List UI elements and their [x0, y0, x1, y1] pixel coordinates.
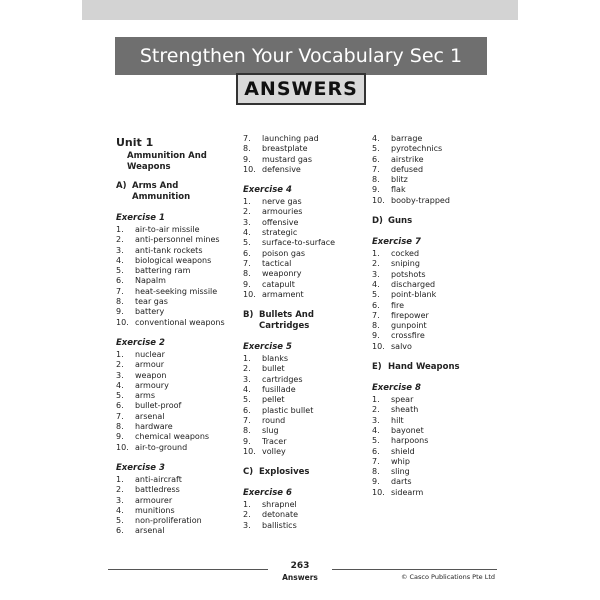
- answer-number: 2.: [116, 235, 124, 245]
- answer-item: [372, 155, 492, 165]
- answer-text: potshots: [391, 269, 426, 279]
- answer-number: 8.: [372, 175, 380, 185]
- answer-item: [372, 134, 492, 144]
- answer-item: [372, 144, 492, 154]
- answer-text: ballistics: [262, 520, 297, 530]
- section-label: Bullets And Cartridges: [259, 310, 314, 332]
- answer-number: 3.: [243, 217, 251, 227]
- answer-number: 8.: [116, 422, 124, 432]
- answer-text: flak: [391, 185, 406, 195]
- answer-text: volley: [262, 446, 286, 456]
- section-label: Arms And Ammunition: [132, 181, 191, 202]
- answer-number: 7.: [116, 286, 124, 296]
- answer-number: 4.: [116, 505, 124, 515]
- answer-item: [372, 249, 492, 259]
- answer-item: [243, 228, 363, 238]
- answer-item: [116, 412, 236, 422]
- answer-number: 10.: [243, 446, 256, 456]
- answer-item: [372, 301, 492, 311]
- section-label: Explosives: [259, 467, 310, 478]
- answer-item: [243, 238, 363, 248]
- answer-item: [243, 510, 363, 520]
- answer-item: [372, 259, 492, 269]
- answer-item: [372, 436, 492, 446]
- answer-number: 9.: [243, 436, 251, 446]
- answer-text: fusillade: [262, 385, 296, 395]
- answer-item: [243, 416, 363, 426]
- answer-number: 10.: [372, 195, 385, 205]
- answer-number: 1.: [372, 249, 380, 259]
- answer-text: launching pad: [262, 134, 319, 143]
- section-heading-b: [243, 310, 363, 332]
- answer-item: [243, 500, 363, 510]
- answer-text: heat-seeking missile: [135, 286, 218, 296]
- answer-text: blitz: [391, 175, 408, 185]
- answer-text: armament: [262, 289, 304, 299]
- answer-item: [372, 270, 492, 280]
- answer-item: [243, 144, 363, 154]
- answer-item: [116, 225, 236, 235]
- answer-item: [372, 416, 492, 426]
- answer-number: 9.: [372, 477, 380, 487]
- answer-text: non-proliferation: [135, 516, 202, 526]
- answer-number: 4.: [372, 425, 380, 435]
- answer-item: [116, 401, 236, 411]
- answer-number: 10.: [372, 341, 385, 351]
- answer-number: 8.: [243, 269, 251, 279]
- answer-number: 8.: [243, 426, 251, 436]
- answer-number: 5.: [116, 266, 124, 276]
- section-heading-e: [372, 362, 492, 373]
- answer-item: [116, 422, 236, 432]
- top-gray-strip: [82, 0, 518, 20]
- answer-text: firepower: [391, 310, 429, 320]
- answer-list: [243, 197, 363, 300]
- answer-item: [243, 521, 363, 531]
- answer-item: [116, 526, 236, 536]
- answer-number: 6.: [243, 405, 251, 415]
- answer-item: [372, 185, 492, 195]
- section-label: Guns: [388, 216, 413, 227]
- answer-text: arsenal: [135, 411, 165, 421]
- answer-item: [243, 290, 363, 300]
- answer-item: [116, 307, 236, 317]
- answer-number: 2.: [372, 405, 380, 415]
- answer-text: plastic bullet: [262, 405, 314, 415]
- answer-number: 6.: [372, 154, 380, 164]
- answer-item: [243, 385, 363, 395]
- answer-number: 7.: [243, 258, 251, 268]
- page-number: 263: [290, 561, 310, 571]
- answer-number: 1.: [243, 500, 251, 510]
- answer-text: harpoons: [391, 436, 429, 446]
- answer-number: 10.: [243, 164, 256, 174]
- answer-list: [116, 350, 236, 453]
- answer-list: [372, 395, 492, 498]
- exercise-title: Exercise 4: [243, 185, 292, 196]
- answer-text: bullet-proof: [135, 401, 182, 411]
- answer-text: sidearm: [391, 487, 424, 497]
- answer-item: [372, 321, 492, 331]
- answer-text: bullet: [262, 364, 285, 374]
- footer-rule-left: [108, 569, 268, 570]
- answer-number: 1.: [116, 225, 124, 234]
- column-1: [116, 136, 236, 537]
- answer-item: [243, 207, 363, 217]
- answer-item: [243, 447, 363, 457]
- section-letter: E): [372, 362, 382, 373]
- answer-item: [372, 488, 492, 498]
- answer-text: blanks: [262, 354, 289, 364]
- answer-text: booby-trapped: [391, 195, 450, 205]
- answer-item: [116, 246, 236, 256]
- answer-item: [243, 375, 363, 385]
- answer-text: barrage: [391, 134, 423, 143]
- answer-number: 6.: [243, 248, 251, 258]
- answer-number: 8.: [243, 144, 251, 154]
- answer-number: 9.: [116, 432, 124, 442]
- answer-item: [243, 218, 363, 228]
- answer-number: 4.: [116, 380, 124, 390]
- section-heading-c: [243, 467, 363, 478]
- answer-text: arms: [135, 391, 156, 401]
- answer-number: 8.: [372, 321, 380, 331]
- exercise-title: Exercise 2: [116, 337, 165, 348]
- answer-item: [372, 331, 492, 341]
- footer-rule-right: [332, 569, 497, 570]
- answer-number: 4.: [243, 385, 251, 395]
- answer-list: [243, 354, 363, 457]
- answer-item: [116, 381, 236, 391]
- section-heading-a: [116, 181, 236, 203]
- answer-text: discharged: [391, 279, 436, 289]
- answer-text: darts: [391, 477, 412, 487]
- exercise-title: Exercise 6: [243, 488, 292, 499]
- answer-text: breastplate: [262, 144, 308, 154]
- section-letter: B): [243, 310, 254, 321]
- answer-text: bayonet: [391, 425, 424, 435]
- answer-text: Napalm: [135, 276, 166, 286]
- answer-item: [372, 175, 492, 185]
- answers-badge: ANSWERS: [236, 73, 366, 105]
- answer-text: conventional weapons: [135, 317, 225, 327]
- answer-text: airstrike: [391, 154, 424, 164]
- answer-item: [372, 342, 492, 352]
- answer-number: 5.: [116, 516, 124, 526]
- answer-text: armour: [135, 360, 165, 370]
- answer-text: air-to-ground: [135, 442, 188, 452]
- answer-item: [116, 496, 236, 506]
- answer-number: 7.: [372, 456, 380, 466]
- answer-text: armourer: [135, 495, 173, 505]
- answer-item: [372, 311, 492, 321]
- answer-text: arsenal: [135, 526, 165, 536]
- answer-text: fire: [391, 300, 405, 310]
- answer-text: salvo: [391, 341, 412, 351]
- exercise-title: Exercise 7: [372, 237, 421, 248]
- answer-text: air-to-air missile: [135, 225, 200, 234]
- answer-text: tear gas: [135, 297, 168, 307]
- answer-number: 10.: [116, 317, 129, 327]
- answer-item: [116, 506, 236, 516]
- answer-item: [243, 364, 363, 374]
- section-letter: D): [372, 216, 383, 227]
- answer-number: 1.: [116, 474, 124, 484]
- exercise-title: Exercise 1: [116, 213, 165, 223]
- answer-list: [243, 134, 363, 175]
- answer-text: shield: [391, 446, 415, 456]
- answer-text: pellet: [262, 395, 285, 405]
- answer-item: [243, 395, 363, 405]
- answer-item: [116, 276, 236, 286]
- answer-text: catapult: [262, 279, 295, 289]
- section-letter: C): [243, 467, 254, 478]
- book-title: Strengthen Your Vocabulary Sec 1: [115, 37, 487, 75]
- unit-subtitle: Ammunition And Weapons: [127, 151, 207, 172]
- answer-list: [116, 475, 236, 537]
- answer-item: [372, 196, 492, 206]
- answer-text: nerve gas: [262, 197, 302, 207]
- answer-number: 3.: [116, 245, 124, 255]
- answer-text: strategic: [262, 228, 298, 238]
- answer-item: [372, 290, 492, 300]
- answer-text: cartridges: [262, 374, 303, 384]
- answer-number: 10.: [243, 289, 256, 299]
- answer-text: Tracer: [262, 436, 287, 446]
- answer-item: [116, 360, 236, 370]
- answer-number: 8.: [116, 297, 124, 307]
- answer-number: 3.: [116, 370, 124, 380]
- answer-list: [116, 225, 236, 328]
- column-3: [372, 134, 492, 498]
- answer-number: 8.: [372, 467, 380, 477]
- answer-item: [372, 405, 492, 415]
- answer-text: detonate: [262, 510, 299, 520]
- answer-number: 1.: [243, 354, 251, 364]
- footer-label: Answers: [282, 573, 318, 582]
- answer-text: anti-tank rockets: [135, 245, 203, 255]
- answer-item: [243, 259, 363, 269]
- answer-number: 1.: [116, 349, 124, 359]
- answer-text: sling: [391, 467, 410, 477]
- answer-item: [243, 426, 363, 436]
- answer-number: 2.: [243, 207, 251, 217]
- answer-item: [116, 391, 236, 401]
- answer-item: [372, 165, 492, 175]
- answer-number: 7.: [243, 415, 251, 425]
- answer-item: [372, 457, 492, 467]
- answer-number: 4.: [116, 255, 124, 265]
- answer-number: 5.: [243, 238, 251, 248]
- answer-number: 6.: [116, 401, 124, 411]
- answer-number: 9.: [372, 185, 380, 195]
- answer-number: 7.: [372, 310, 380, 320]
- answer-number: 6.: [372, 300, 380, 310]
- answer-item: [116, 235, 236, 245]
- answer-item: [116, 350, 236, 360]
- answer-number: 3.: [372, 415, 380, 425]
- section-heading-d: [372, 216, 492, 227]
- answer-number: 2.: [243, 364, 251, 374]
- answer-number: 2.: [243, 510, 251, 520]
- answer-text: armoury: [135, 380, 169, 390]
- answer-item: [243, 155, 363, 165]
- answer-number: 1.: [243, 197, 251, 207]
- answer-item: [243, 280, 363, 290]
- answer-item: [116, 443, 236, 453]
- answer-number: 2.: [372, 259, 380, 269]
- answer-list: [243, 500, 363, 531]
- answer-text: offensive: [262, 217, 299, 227]
- answer-text: spear: [391, 395, 414, 405]
- exercise-title: Exercise 3: [116, 462, 165, 473]
- answer-text: anti-aircraft: [135, 474, 182, 484]
- answer-text: weaponry: [262, 269, 302, 279]
- answer-text: poison gas: [262, 248, 306, 258]
- answer-number: 7.: [372, 164, 380, 174]
- answer-text: biological weapons: [135, 255, 212, 265]
- answer-text: gunpoint: [391, 321, 427, 331]
- answer-number: 3.: [243, 520, 251, 530]
- answer-text: defensive: [262, 164, 301, 174]
- answer-item: [372, 467, 492, 477]
- answer-item: [116, 256, 236, 266]
- section-letter: A): [116, 181, 127, 191]
- answer-text: hilt: [391, 415, 404, 425]
- answer-number: 3.: [116, 495, 124, 505]
- answer-item: [243, 269, 363, 279]
- answer-list: [372, 134, 492, 206]
- answer-item: [243, 197, 363, 207]
- answer-item: [372, 477, 492, 487]
- unit-title: Unit 1: [116, 136, 154, 149]
- answer-text: anti-personnel mines: [135, 235, 220, 245]
- answer-number: 3.: [372, 269, 380, 279]
- answer-text: armouries: [262, 207, 303, 217]
- copyright-notice: © Casco Publications Pte Ltd: [400, 573, 495, 581]
- answer-item: [116, 287, 236, 297]
- answer-item: [116, 318, 236, 328]
- answer-number: 5.: [372, 436, 380, 446]
- answer-text: crossfire: [391, 331, 425, 341]
- answer-text: mustard gas: [262, 154, 312, 164]
- answer-item: [243, 249, 363, 259]
- answer-text: round: [262, 415, 286, 425]
- column-2: [243, 134, 363, 531]
- answer-text: battery: [135, 307, 165, 317]
- exercise-title: Exercise 5: [243, 342, 292, 353]
- answer-number: 9.: [116, 307, 124, 317]
- answer-text: battledress: [135, 485, 180, 495]
- exercise-title: Exercise 8: [372, 383, 421, 394]
- answer-number: 7.: [243, 134, 251, 143]
- answer-number: 6.: [116, 526, 124, 536]
- answer-text: pyrotechnics: [391, 144, 443, 154]
- answer-item: [116, 516, 236, 526]
- answer-number: 5.: [372, 290, 380, 300]
- answer-text: shrapnel: [262, 500, 297, 510]
- answer-number: 10.: [116, 442, 129, 452]
- answer-item: [372, 395, 492, 405]
- answer-number: 5.: [372, 144, 380, 154]
- answer-number: 9.: [243, 279, 251, 289]
- answer-number: 9.: [372, 331, 380, 341]
- answer-number: 5.: [243, 395, 251, 405]
- answer-text: battering ram: [135, 266, 191, 276]
- answer-list: [372, 249, 492, 352]
- answer-text: sheath: [391, 405, 419, 415]
- answer-item: [372, 447, 492, 457]
- answer-text: slug: [262, 426, 279, 436]
- answer-item: [372, 426, 492, 436]
- answer-text: tactical: [262, 258, 292, 268]
- answer-number: 2.: [116, 360, 124, 370]
- section-label: Hand Weapons: [388, 362, 460, 373]
- answer-item: [116, 485, 236, 495]
- answer-text: defused: [391, 164, 424, 174]
- answer-number: 3.: [243, 374, 251, 384]
- answer-text: cocked: [391, 249, 420, 259]
- answer-text: nuclear: [135, 349, 165, 359]
- answer-item: [243, 437, 363, 447]
- answer-number: 7.: [116, 411, 124, 421]
- answer-number: 2.: [116, 485, 124, 495]
- answer-number: 4.: [372, 279, 380, 289]
- answer-item: [243, 134, 363, 144]
- answer-text: whip: [391, 456, 410, 466]
- answer-text: munitions: [135, 505, 175, 515]
- answer-text: weapon: [135, 370, 167, 380]
- answer-item: [372, 280, 492, 290]
- answer-item: [116, 266, 236, 276]
- answer-text: hardware: [135, 422, 173, 432]
- answer-text: surface-to-surface: [262, 238, 336, 248]
- answer-number: 4.: [372, 134, 380, 143]
- answer-number: 5.: [116, 391, 124, 401]
- answer-number: 6.: [372, 446, 380, 456]
- answer-text: sniping: [391, 259, 420, 269]
- answer-item: [243, 406, 363, 416]
- answer-number: 9.: [243, 154, 251, 164]
- answer-number: 1.: [372, 395, 380, 405]
- answer-item: [116, 371, 236, 381]
- answer-item: [243, 165, 363, 175]
- answer-number: 6.: [116, 276, 124, 286]
- answer-text: chemical weapons: [135, 432, 210, 442]
- answer-item: [116, 432, 236, 442]
- answer-item: [243, 354, 363, 364]
- answer-item: [116, 297, 236, 307]
- answer-number: 10.: [372, 487, 385, 497]
- answer-text: point-blank: [391, 290, 437, 300]
- answer-item: [116, 475, 236, 485]
- answer-number: 4.: [243, 228, 251, 238]
